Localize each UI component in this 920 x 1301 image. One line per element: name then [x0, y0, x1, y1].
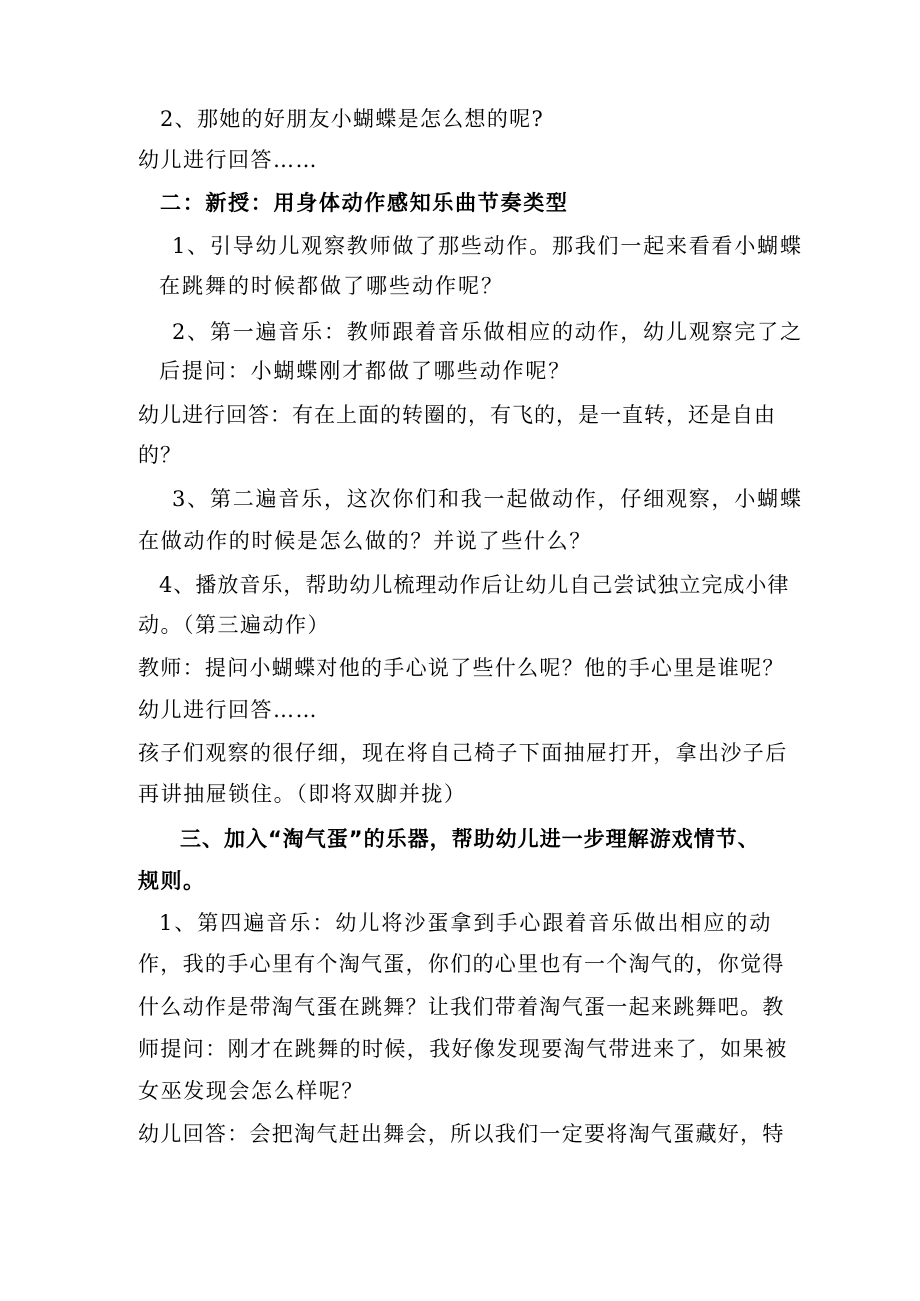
text-line: 教师：提问小蝴蝶对他的手心说了些什么呢？他的手心里是谁呢？: [138, 656, 785, 680]
text-line: 师提问：刚才在跳舞的时候，我好像发现要淘气带进来了，如果被: [138, 1037, 788, 1061]
text-line: 1、第四遍音乐：幼儿将沙蛋拿到手心跟着音乐做出相应的动: [159, 911, 773, 935]
text-line: 在跳舞的时候都做了哪些动作呢？: [159, 274, 504, 298]
text-line: 在做动作的时候是怎么做的？并说了些什么？: [138, 529, 592, 553]
text-line: 幼儿进行回答……: [138, 148, 318, 172]
text-line: 2、那她的好朋友小蝴蝶是怎么想的呢?: [160, 107, 545, 131]
text-line: 4、播放音乐，帮助幼儿梳理动作后让幼儿自己尝试独立完成小律: [159, 573, 790, 597]
text-line: 孩子们观察的很仔细，现在将自己椅子下面抽屉打开，拿出沙子后: [138, 741, 788, 765]
text-line: 幼儿回答：会把淘气赶出舞会，所以我们一定要将淘气蛋藏好，特: [138, 1122, 785, 1146]
text-line: 女巫发现会怎么样呢？: [138, 1079, 364, 1103]
section-heading: 二：新授：用身体动作感知乐曲节奏类型: [160, 191, 569, 215]
text-line: 作，我的手心里有个淘气蛋，你们的心里也有一个淘气的，你觉得: [138, 952, 785, 976]
text-line: 2、第一遍音乐：教师跟着音乐做相应的动作，幼儿观察完了之: [172, 320, 803, 344]
text-line: 的？: [138, 443, 182, 467]
text-line: 3、第二遍音乐，这次你们和我一起做动作，仔细观察，小蝴蝶: [172, 487, 803, 511]
text-line: 再讲抽屉锁住。（即将双脚并拢）: [138, 782, 467, 806]
text-line: 幼儿进行回答……: [138, 698, 318, 722]
text-line: 什么动作是带淘气蛋在跳舞？让我们带着淘气蛋一起来跳舞吧。教: [138, 995, 785, 1019]
section-heading-continued: 规则。: [138, 869, 206, 893]
section-heading: 三、加入“淘气蛋”的乐器，帮助幼儿进一步理解游戏情节、: [180, 827, 760, 851]
text-line: 后提问：小蝴蝶刚才都做了哪些动作呢？: [159, 359, 572, 383]
text-line: 幼儿进行回答：有在上面的转圈的，有飞的，是一直转，还是自由: [138, 403, 776, 427]
text-line: 动。（第三遍动作）: [138, 613, 330, 637]
text-line: 1、引导幼儿观察教师做了那些动作。那我们一起来看看小蝴蝶: [172, 234, 803, 258]
